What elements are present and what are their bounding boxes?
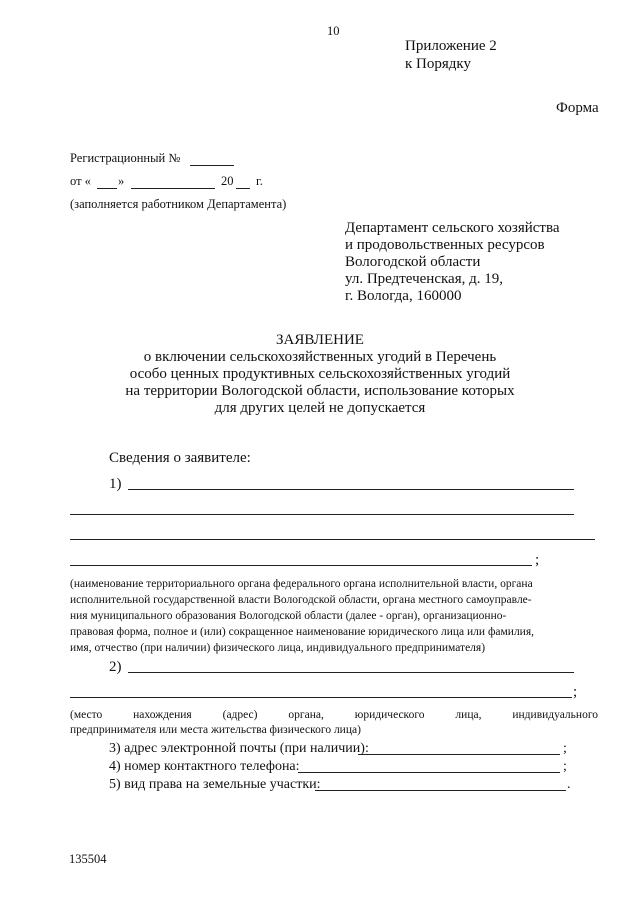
- date-prefix: от «: [70, 174, 91, 188]
- registration-number-label: Регистрационный №: [70, 151, 181, 165]
- hint1-line5: имя, отчество (при наличии) физического лица, индивидуального предпринимателя): [70, 642, 486, 654]
- hint1-line4: правовая форма, полное и (или) сокращенное наименование юридического лица или фамилия,: [70, 626, 534, 638]
- addressee-line4: ул. Предтеченская, д. 19,: [345, 271, 503, 287]
- applicant-header: Сведения о заявителе:: [109, 450, 251, 466]
- date-year-field[interactable]: [236, 188, 250, 189]
- land-right-field[interactable]: [315, 790, 566, 791]
- item3-label: 3) адрес электронной почты (при наличии):: [109, 741, 369, 756]
- item2-semicolon: ;: [573, 684, 578, 700]
- hint1-line3: ния муниципального образования Вологодской области (далее - орган), организационно-: [70, 610, 507, 622]
- item1-semicolon: ;: [535, 552, 540, 568]
- phone-field[interactable]: [298, 772, 560, 773]
- form-label: Форма: [556, 100, 599, 116]
- item1-field-line2[interactable]: [70, 514, 574, 515]
- title-line4: для других целей не допускается: [214, 400, 426, 416]
- page-number: 10: [327, 24, 340, 38]
- item1-label: 1): [109, 476, 122, 492]
- title-line2: особо ценных продуктивных сельскохозяйственных угодий: [129, 366, 511, 382]
- registration-number-field[interactable]: [190, 165, 234, 166]
- doc-code: 135504: [69, 852, 107, 866]
- date-month-field[interactable]: [131, 188, 215, 189]
- addressee-line1: Департамент сельского хозяйства: [345, 220, 560, 236]
- item4-label: 4) номер контактного телефона:: [109, 759, 300, 774]
- title-line3: на территории Вологодской области, использование которых: [125, 383, 515, 399]
- appendix-line1: Приложение 2: [405, 38, 497, 54]
- item2-label: 2): [109, 659, 122, 675]
- item1-field-line1[interactable]: [128, 489, 574, 490]
- hint1-line2: исполнительной государственной власти Вологодской области, органа местного самоуправле-: [70, 594, 532, 606]
- hint2-line2: предпринимателя или места жительства физического лица): [70, 724, 361, 736]
- addressee-line3: Вологодской области: [345, 254, 481, 270]
- hint1-line1: (наименование территориального органа федерального органа исполнительной власти, органа: [70, 578, 533, 590]
- title-heading: ЗАЯВЛЕНИЕ: [276, 332, 364, 348]
- title-line1: о включении сельскохозяйственных угодий в Перечень: [143, 349, 497, 365]
- registration-note: (заполняется работником Департамента): [70, 197, 287, 211]
- item1-field-line3[interactable]: [70, 539, 595, 540]
- year-suffix: г.: [256, 174, 263, 188]
- hint2-line1: (место нахождения (адрес) органа, юридического лица, индивидуального: [70, 709, 598, 721]
- date-day-field[interactable]: [97, 188, 117, 189]
- addressee-line5: г. Вологда, 160000: [345, 288, 462, 304]
- item1-field-line4[interactable]: [70, 565, 532, 566]
- item5-period: .: [567, 777, 571, 792]
- email-field[interactable]: [358, 754, 560, 755]
- item5-label: 5) вид права на земельные участки:: [109, 777, 321, 792]
- item2-field-line2[interactable]: [70, 697, 572, 698]
- addressee-line2: и продовольственных ресурсов: [345, 237, 545, 253]
- item4-semicolon: ;: [563, 759, 567, 774]
- date-mid: »: [118, 174, 125, 188]
- appendix-line2: к Порядку: [405, 56, 471, 72]
- year-prefix: 20: [221, 174, 234, 188]
- item2-field-line1[interactable]: [128, 672, 574, 673]
- item3-semicolon: ;: [563, 741, 567, 756]
